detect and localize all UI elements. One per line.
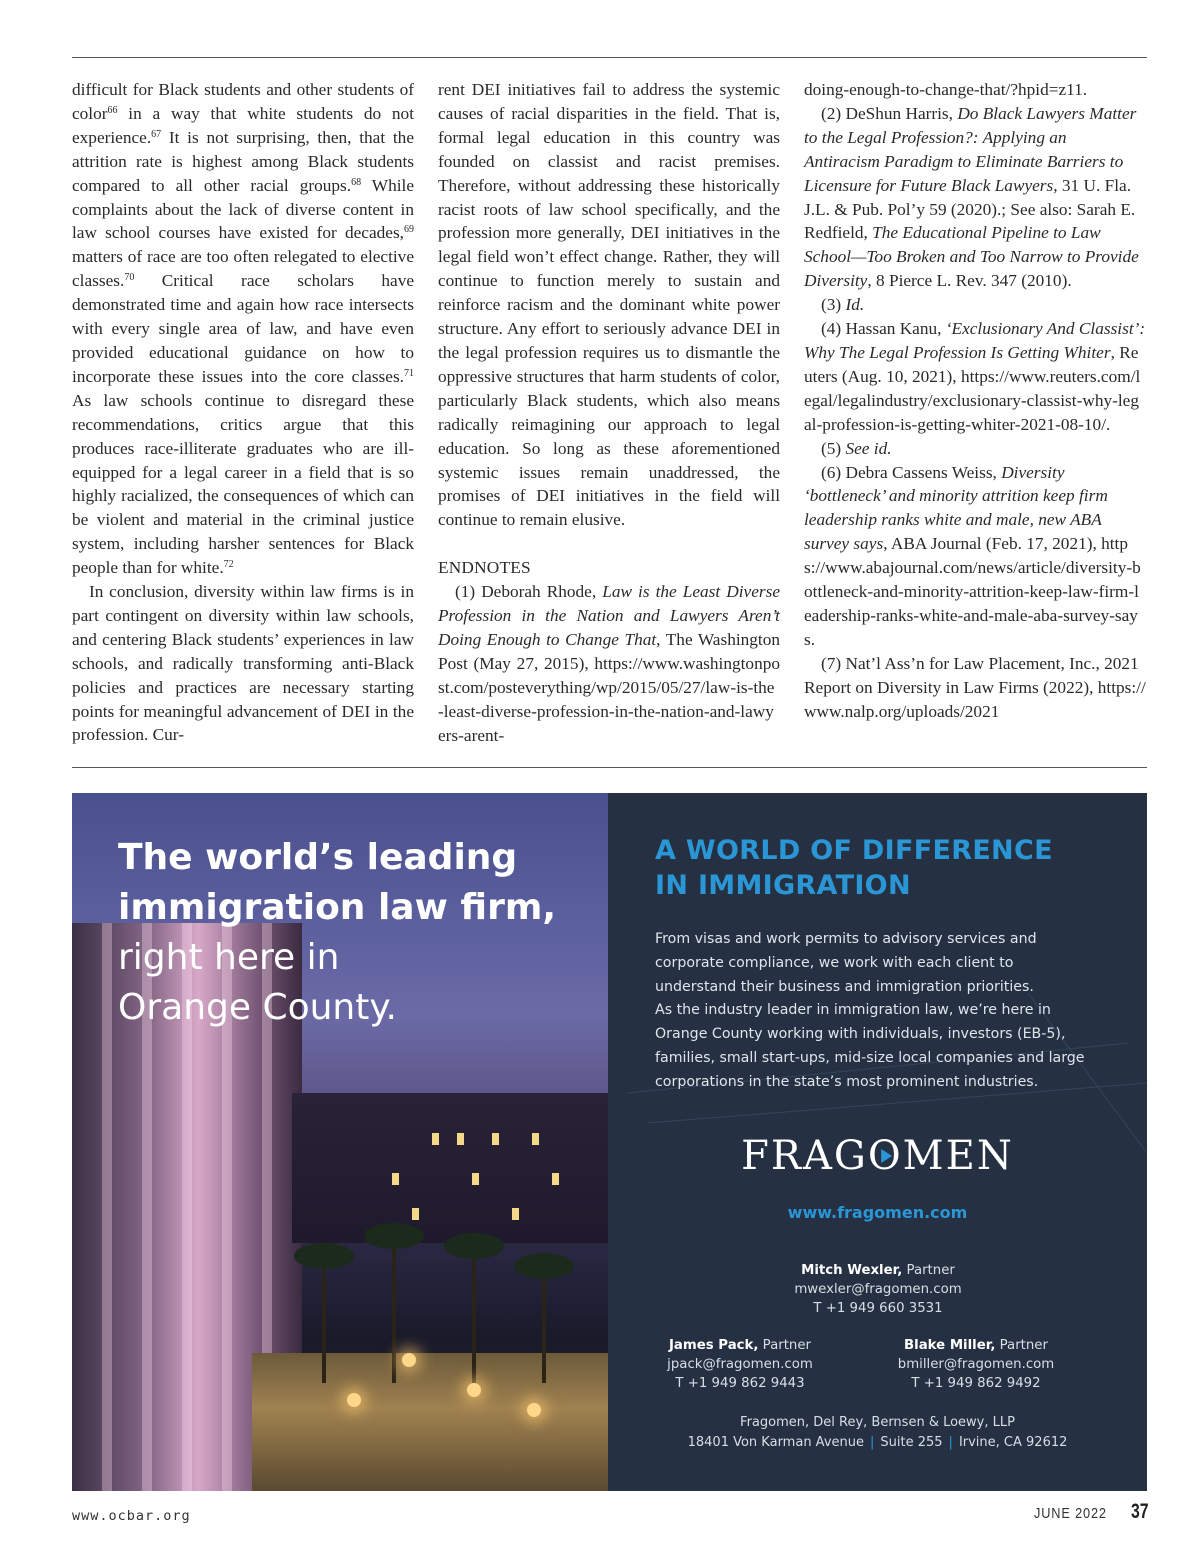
footer-issue-date: JUNE 2022 [1034,1505,1107,1522]
contact-james-pack: James Pack, Partner jpack@fragomen.com T +1 949 862 9443 [620,1336,860,1393]
fragomen-advertisement [72,793,1147,1491]
hotel-building [292,1093,608,1243]
top-rule [72,57,1147,58]
page-number: 37 [1131,1500,1149,1523]
endnotes-heading: ENDNOTES [438,558,531,578]
endnote-3: (3) Id. [821,295,865,315]
endnote-continuation: doing-enough-to-change-that/?hpid=z11. [804,80,1088,99]
contact-phone: T +1 949 862 9492 [911,1376,1041,1391]
contact-email[interactable]: mwexler@fragomen.com [794,1282,962,1297]
fragomen-logo: FRAGO MEN [741,1133,1014,1179]
paragraph: rent DEI initiatives fail to address the systemic causes of racial disparities in the field. That is, formal legal education in this country was founded on classist and racist premises. Therefore, without addressing these historically racist roots of law school specifically, and the profession more generally, DEI initiatives in the legal field won’t effect change. Rather, they will continue to function merely to sustain and reinforce racism and the dominant white power structure. Any effort to seriously advance DEI in the legal profession requires us to dismantle the oppressive structures that harm students of color, particularly Black students, which also means radically reimagining our approach to legal education. So long as these aforementioned systemic issues remain unaddressed, the promises of DEI initiatives in the field will continue to remain elusive. [438,80,780,530]
article-column-1 [72,78,414,747]
paragraph: In conclusion, diversity within law firms is in part contingent on diversity within law schools, and centering Black students’ experiences in law schools, and radically transforming anti-Black policies and practices are necessary starting points for meaningful advancement of DEI in the profession. Cur- [72,582,414,745]
firm-address: Fragomen, Del Rey, Bernsen & Loewy, LLP 18401 Von Karman Avenue | Suite 255 | Irvine, CA 92612 [608,1413,1147,1453]
article-column-2 [438,78,780,747]
plaza-ground [252,1353,608,1491]
contact-blake-miller: Blake Miller, Partner bmiller@fragomen.com T +1 949 862 9492 [856,1336,1096,1393]
ad-website-link[interactable]: www.fragomen.com [787,1203,968,1222]
endnote-4: (4) Hassan Kanu, ‘Exclusionary And Classist’: Why The Legal Profession Is Getting Whiter, Reuters (Aug. 10, 2021), https://www.reuters.com/legal/legalindustry/exclusionary-classist-why-legal-profession-is-getting-whiter-2021-08-10/. [804,319,1146,434]
endnote-6: (6) Debra Cassens Weiss, Diversity ‘bottleneck’ and minority attrition keep firm leadership ranks white and male, new ABA survey says, ABA Journal (Feb. 17, 2021), https://www.abajournal.com/news/article/diversity-bottleneck-and-minority-attrition-keep-law-firm-leadership-ranks-white-and-male-aba-survey-says. [804,462,1141,649]
endnote-5: (5) See id. [821,438,892,458]
ad-headline: The world’s leading immigration law firm, right here in Orange County. [118,837,557,1028]
paragraph: difficult for Black students and other students of color$^{66}$ in a way that white students do not experience.$^{67}$ It is not surprising, then, that the attrition rate is highest among Black students compared to all other racial groups.$^{68}$ While complaints about the lack of diverse content in law school courses have existed for decades,$^{69}$ matters of race are too often relegated to elective classes.$^{70}$ Critical race scholars have demonstrated time and again how race intersects with every single area of law, and have even provided educational guidance on how to incorporate these issues into the core classes.$^{71}$ As law schools continue to disregard these recommendations, critics argue that this produces race-illiterate graduates who are ill-equipped for a legal career in a field that is so highly racialized, the consequences of which can be violent and material in the criminal justice system, including harsher sentences for Black people than for white.$^{72}$ [72,80,415,578]
firm-name: Fragomen, Del Rey, Bernsen & Loewy, LLP [740,1415,1015,1430]
article-column-3 [804,78,1146,723]
ad-title: A WORLD OF DIFFERENCE IN IMMIGRATION [655,835,1053,901]
endnote-2: (2) DeShun Harris, Do Black Lawyers Matter to the Legal Profession?: Applying an Antiracism Paradigm to Eliminate Barriers to Licensure for Future Black Lawyers, 31 U. Fla. J.L. & Pub. Pol’y 59 (2020).; See also: Sarah E. Redfield, The Educational Pipeline to Law School—Too Broken and Too Narrow to Provide Diversity, 8 Pierce L. Rev. 347 (2010). [804,103,1139,291]
contact-email[interactable]: bmiller@fragomen.com [897,1357,1055,1372]
ad-body-text: From visas and work permits to advisory services and corporate compliance, we work with each client to understand their business and immigration priorities. As the industry leader in immigration law, we’re here in Orange County working with individuals, investors (EB-5), families, small start-ups, mid-size local companies and large corporations in the state’s most prominent industries. [655,931,1085,1090]
play-triangle-icon [881,1149,892,1163]
endnote-1: (1) Deborah Rhode, Law is the Least Diverse Profession in the Nation and Lawyers Aren’t Doing Enough to Change That, The Washington Post (May 27, 2015), https://www.washingtonpost.com/posteverything/wp/2015/05/27/law-is-the-least-diverse-profession-in-the-nation-and-lawyers-arent- [438,582,780,745]
bottom-rule [72,767,1147,768]
contact-email[interactable]: jpack@fragomen.com [667,1357,813,1372]
endnote-7: (7) Nat’l Ass’n for Law Placement, Inc., 2021 Report on Diversity in Law Firms (2022), https://www.nalp.org/uploads/2021 [804,653,1146,721]
contact-phone: T +1 949 660 3531 [813,1301,943,1316]
footer-website: www.ocbar.org [72,1508,191,1524]
contact-mitch-wexler: Mitch Wexler, Partner mwexler@fragomen.com T +1 949 660 3531 [758,1261,998,1318]
contact-phone: T +1 949 862 9443 [675,1376,805,1391]
ad-info-panel [608,793,1147,1491]
